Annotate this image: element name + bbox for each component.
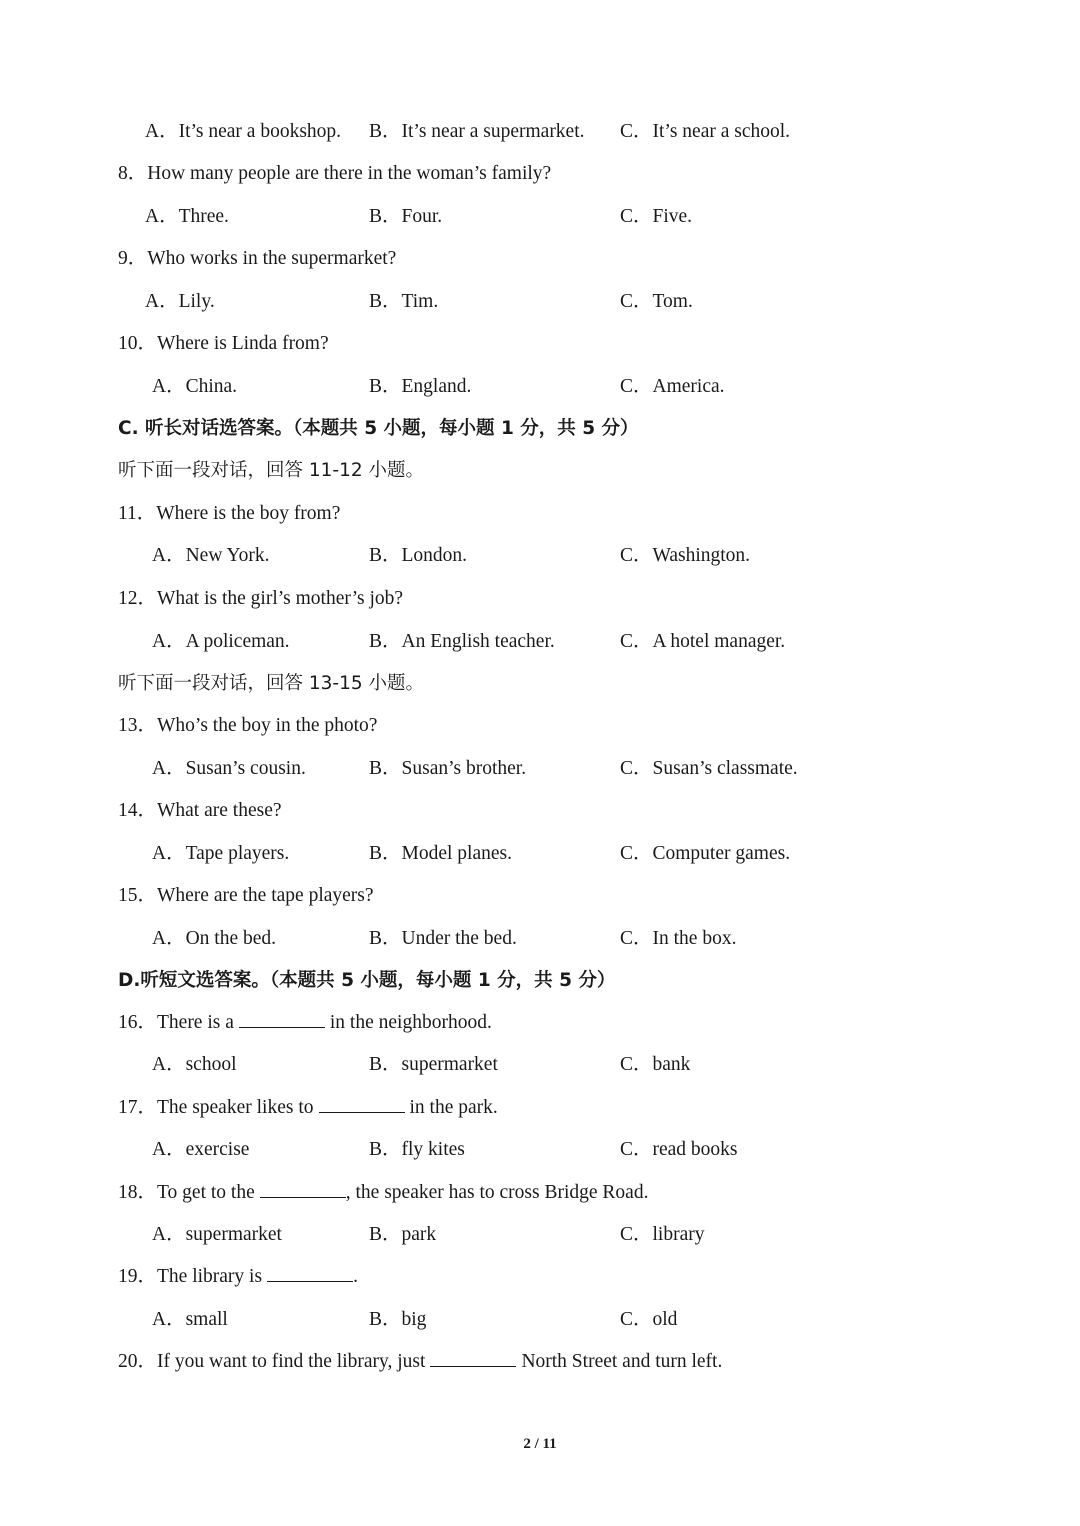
q19-option-b[interactable]: B．big xyxy=(369,1309,427,1330)
q9-options xyxy=(0,286,1080,318)
q12-option-a[interactable]: A．A policeman. xyxy=(152,631,290,652)
section-d-title: D.听短文选答案。（本题共 5 小题，每小题 1 分，共 5 分） xyxy=(118,970,616,991)
q14-stem: 14．What are these? xyxy=(118,800,282,821)
q16-option-a[interactable]: A．school xyxy=(152,1054,237,1075)
q16-stem-pre: 16．There is a xyxy=(118,1012,234,1033)
q17-stem-post: in the park. xyxy=(409,1097,498,1118)
q11-stem: 11．Where is the boy from? xyxy=(118,503,341,524)
q8-stem: 8．How many people are there in the woman’s family? xyxy=(118,163,552,184)
q18-option-a[interactable]: A．supermarket xyxy=(152,1224,282,1245)
q11-option-b[interactable]: B．London. xyxy=(369,545,468,566)
q11-option-c[interactable]: C．Washington. xyxy=(620,545,751,566)
q13-option-a[interactable]: A．Susan’s cousin. xyxy=(152,758,306,779)
q10-options xyxy=(0,371,1080,403)
q20-stem-pre: 20．If you want to find the library, just xyxy=(118,1351,426,1372)
q17-stem-pre: 17．The speaker likes to xyxy=(118,1097,314,1118)
q11-option-a[interactable]: A．New York. xyxy=(152,545,270,566)
q18-stem-pre: 18．To get to the xyxy=(118,1182,255,1203)
q12-options xyxy=(0,626,1080,658)
q9-option-c[interactable]: C．Tom. xyxy=(620,291,693,312)
q20-blank xyxy=(430,1348,516,1367)
q15-option-b[interactable]: B．Under the bed. xyxy=(369,928,517,949)
q7-option-b[interactable]: B．It’s near a supermarket. xyxy=(369,121,585,142)
q17-option-b[interactable]: B．fly kites xyxy=(369,1139,465,1160)
q18-stem-post: , the speaker has to cross Bridge Road. xyxy=(345,1182,649,1203)
q17-stem xyxy=(118,1092,1080,1124)
q10-option-a[interactable]: A．China. xyxy=(152,376,238,397)
q10-option-c[interactable]: C．America. xyxy=(620,376,725,397)
q13-option-b[interactable]: B．Susan’s brother. xyxy=(369,758,527,779)
q20-stem-post: North Street and turn left. xyxy=(521,1351,723,1372)
q13-options xyxy=(0,753,1080,785)
q18-stem xyxy=(118,1177,1080,1209)
section-c-instruction-1: 听下面一段对话，回答 11-12 小题。 xyxy=(118,460,425,481)
q15-option-c[interactable]: C．In the box. xyxy=(620,928,737,949)
q16-blank xyxy=(239,1009,325,1028)
q19-stem xyxy=(118,1261,1080,1293)
q17-option-c[interactable]: C．read books xyxy=(620,1139,738,1160)
q17-options xyxy=(0,1134,1080,1166)
q9-option-a[interactable]: A．Lily. xyxy=(145,291,215,312)
q7-option-a[interactable]: A．It’s near a bookshop. xyxy=(145,121,342,142)
page-number: 2 / 11 xyxy=(523,1436,557,1452)
q17-option-a[interactable]: A．exercise xyxy=(152,1139,250,1160)
q12-option-c[interactable]: C．A hotel manager. xyxy=(620,631,786,652)
q7-options xyxy=(0,116,1080,148)
q19-stem-pre: 19．The library is xyxy=(118,1266,263,1287)
q16-stem xyxy=(118,1007,1080,1039)
q19-blank xyxy=(267,1263,353,1282)
q15-options xyxy=(0,923,1080,955)
q13-option-c[interactable]: C．Susan’s classmate. xyxy=(620,758,798,779)
q19-option-a[interactable]: A．small xyxy=(152,1309,228,1330)
section-c-instruction-2: 听下面一段对话，回答 13-15 小题。 xyxy=(118,673,425,694)
section-c-title: C. 听长对话选答案。（本题共 5 小题，每小题 1 分，共 5 分） xyxy=(118,418,639,439)
q14-option-a[interactable]: A．Tape players. xyxy=(152,843,290,864)
q9-option-b[interactable]: B．Tim. xyxy=(369,291,439,312)
q18-option-c[interactable]: C．library xyxy=(620,1224,705,1245)
q17-blank xyxy=(319,1094,405,1113)
q10-stem: 10．Where is Linda from? xyxy=(118,333,329,354)
q19-options xyxy=(0,1304,1080,1336)
q8-option-c[interactable]: C．Five. xyxy=(620,206,693,227)
q7-option-c[interactable]: C．It’s near a school. xyxy=(620,121,791,142)
q15-stem: 15．Where are the tape players? xyxy=(118,885,374,906)
q13-stem: 13．Who’s the boy in the photo? xyxy=(118,715,378,736)
q12-stem: 12．What is the girl’s mother’s job? xyxy=(118,588,404,609)
q8-options xyxy=(0,201,1080,233)
q8-option-a[interactable]: A．Three. xyxy=(145,206,229,227)
q15-option-a[interactable]: A．On the bed. xyxy=(152,928,277,949)
q14-option-b[interactable]: B．Model planes. xyxy=(369,843,512,864)
q18-option-b[interactable]: B．park xyxy=(369,1224,437,1245)
q9-stem: 9．Who works in the supermarket? xyxy=(118,248,397,269)
q8-option-b[interactable]: B．Four. xyxy=(369,206,443,227)
q19-option-c[interactable]: C．old xyxy=(620,1309,678,1330)
q14-options xyxy=(0,838,1080,870)
q16-option-c[interactable]: C．bank xyxy=(620,1054,691,1075)
q11-options xyxy=(0,540,1080,572)
q14-option-c[interactable]: C．Computer games. xyxy=(620,843,791,864)
q20-stem xyxy=(118,1346,1080,1378)
q10-option-b[interactable]: B．England. xyxy=(369,376,472,397)
q19-stem-post: . xyxy=(353,1266,358,1287)
q16-stem-post: in the neighborhood. xyxy=(329,1012,492,1033)
q18-blank xyxy=(260,1179,346,1198)
q12-option-b[interactable]: B．An English teacher. xyxy=(369,631,555,652)
q18-options xyxy=(0,1219,1080,1251)
q16-options xyxy=(0,1049,1080,1081)
q16-option-b[interactable]: B．supermarket xyxy=(369,1054,498,1075)
